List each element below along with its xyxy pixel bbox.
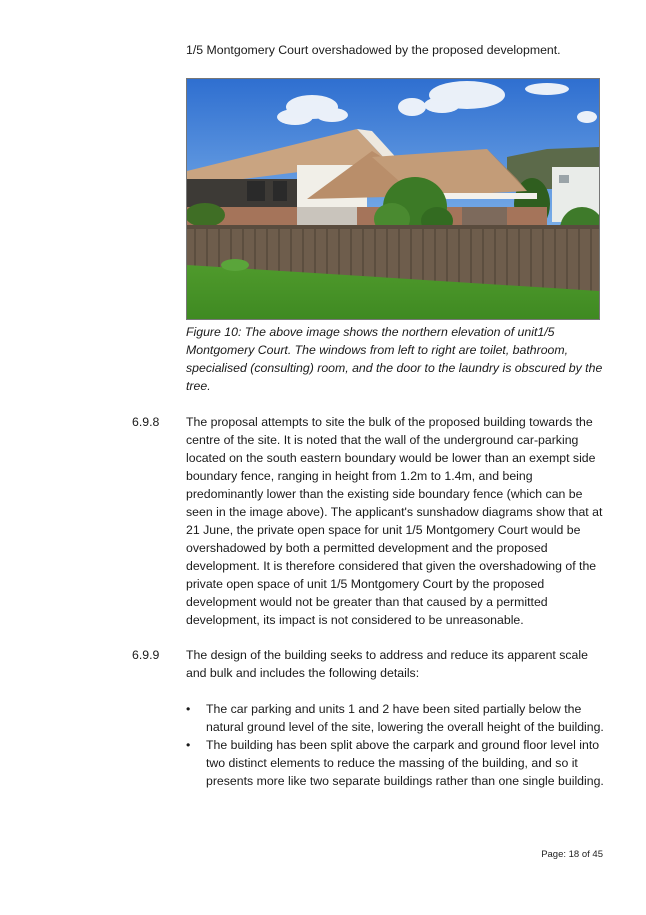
list-item [186,736,606,790]
section-text: The design of the building seeks to address and reduce its apparent scale and bulk and includes the following details: [186,648,588,680]
bullet-icon: • [186,702,191,716]
list-item-text: The car parking and units 1 and 2 have been sited partially below the natural ground level of the site, lowering the overall height of the building. [206,702,604,734]
page-number: Page: 18 of 45 [541,849,603,860]
list-item-text: The building has been split above the carpark and ground floor level into two distinct elements to reduce the massing of the building, and so it presents more like two separate buildings rather than one single building. [206,738,604,788]
house-photo [186,78,600,320]
intro-line: 1/5 Montgomery Court overshadowed by the proposed development. [186,43,561,57]
bullet-icon: • [186,738,191,752]
figure-caption: Figure 10: The above image shows the northern elevation of unit1/5 Montgomery Court. The windows from left to right are toilet, bathroom, specialised (consulting) room, and the door to the laundry is obscured by the tree. [186,325,603,393]
section-number: 6.9.9 [132,648,160,662]
list-item [186,700,606,736]
section-number: 6.9.8 [132,415,160,429]
design-details-list [186,700,606,790]
section-text: The proposal attempts to site the bulk of the proposed building towards the centre of the site. It is noted that the wall of the underground car-parking located on the south eastern boundary would be lower than an exempt side boundary fence, ranging in height from 1.2m to 1.4m, and being predominantly lower than the existing side boundary fence (which can be seen in the image above). The applicant's sunshadow diagrams show that at 21 June, the private open space for unit 1/5 Montgomery Court would be overshadowed by both a permitted development and the proposed development. It is therefore considered that given the overshadowing of the private open space of unit 1/5 Montgomery Court by the proposed development would not be greater than that caused by a permitted development, its impact is not considered to be unreasonable. [186,415,603,627]
